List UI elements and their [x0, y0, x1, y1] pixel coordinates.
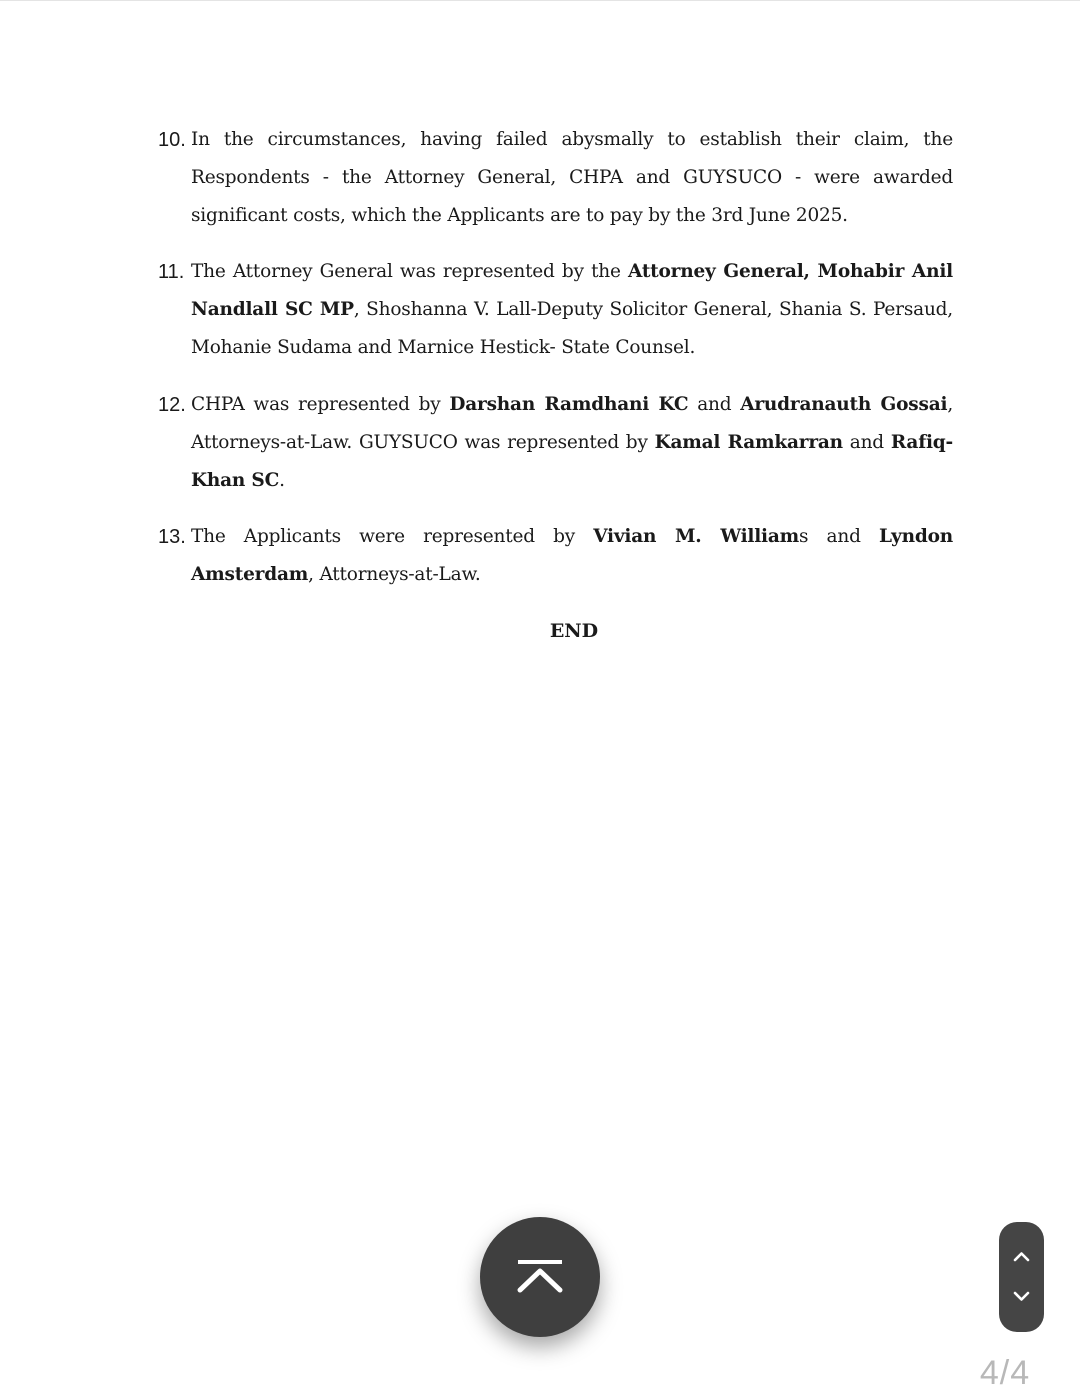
chevron-down-icon: [999, 1274, 1044, 1319]
bold-name-text: Rafiq-Khan SC: [191, 432, 953, 491]
bold-name-text: Arudranauth Gossai: [740, 394, 948, 415]
bold-name-text: Attorney General, Mohabir Anil Nandlall SC MP: [191, 261, 953, 320]
chevron-up-icon: [999, 1234, 1044, 1279]
page-indicator: 4/4: [979, 1354, 1031, 1392]
body-text: CHPA was represented by: [191, 394, 450, 415]
list-item-number: 10.: [158, 129, 186, 151]
scroll-to-top-icon: [480, 1217, 600, 1337]
scroll-to-top-button[interactable]: [480, 1217, 600, 1337]
body-text: The Attorney General was represented by the: [191, 261, 628, 282]
body-text: and: [842, 432, 891, 453]
body-text: , Attorneys-at-Law.: [308, 564, 481, 585]
page-top-divider: [0, 0, 1080, 1]
bold-name-text: Lyndon Amsterdam: [191, 526, 954, 585]
page-navigation: [999, 1222, 1044, 1332]
body-text: .: [279, 470, 285, 491]
list-item-number: 13.: [158, 526, 186, 548]
list-item-number: 11.: [158, 261, 185, 283]
body-text: , Shoshanna V. Lall-Deputy Solicitor General, Shania S. Persaud, Mohanie Sudama and Marnice Hestick- State Counsel.: [191, 299, 953, 358]
bold-name-text: Vivian M. William: [593, 526, 800, 547]
end-marker: END: [549, 620, 599, 642]
body-text: and: [688, 394, 741, 415]
body-text: s and: [799, 526, 879, 547]
list-item-text: [191, 253, 953, 367]
body-text: The Applicants were represented by: [191, 526, 594, 547]
bold-name-text: Darshan Ramdhani KC: [449, 394, 689, 415]
next-page-button[interactable]: [999, 1274, 1044, 1319]
body-text: , Attorneys-at-Law. GUYSUCO was represented by: [191, 394, 954, 453]
list-item-text: [191, 121, 953, 235]
bold-name-text: Kamal Ramkarran: [654, 432, 843, 453]
body-text: In the circumstances, having failed abysmally to establish their claim, the Respondents - the Attorney General, CHPA and GUYSUCO - were awarded significant costs, which the Applicants are to pay by the 3rd June 2025.: [191, 129, 953, 226]
previous-page-button[interactable]: [999, 1234, 1044, 1279]
list-item-number: 12.: [158, 394, 186, 416]
list-item-text: [191, 386, 953, 500]
list-item-text: [191, 518, 953, 594]
